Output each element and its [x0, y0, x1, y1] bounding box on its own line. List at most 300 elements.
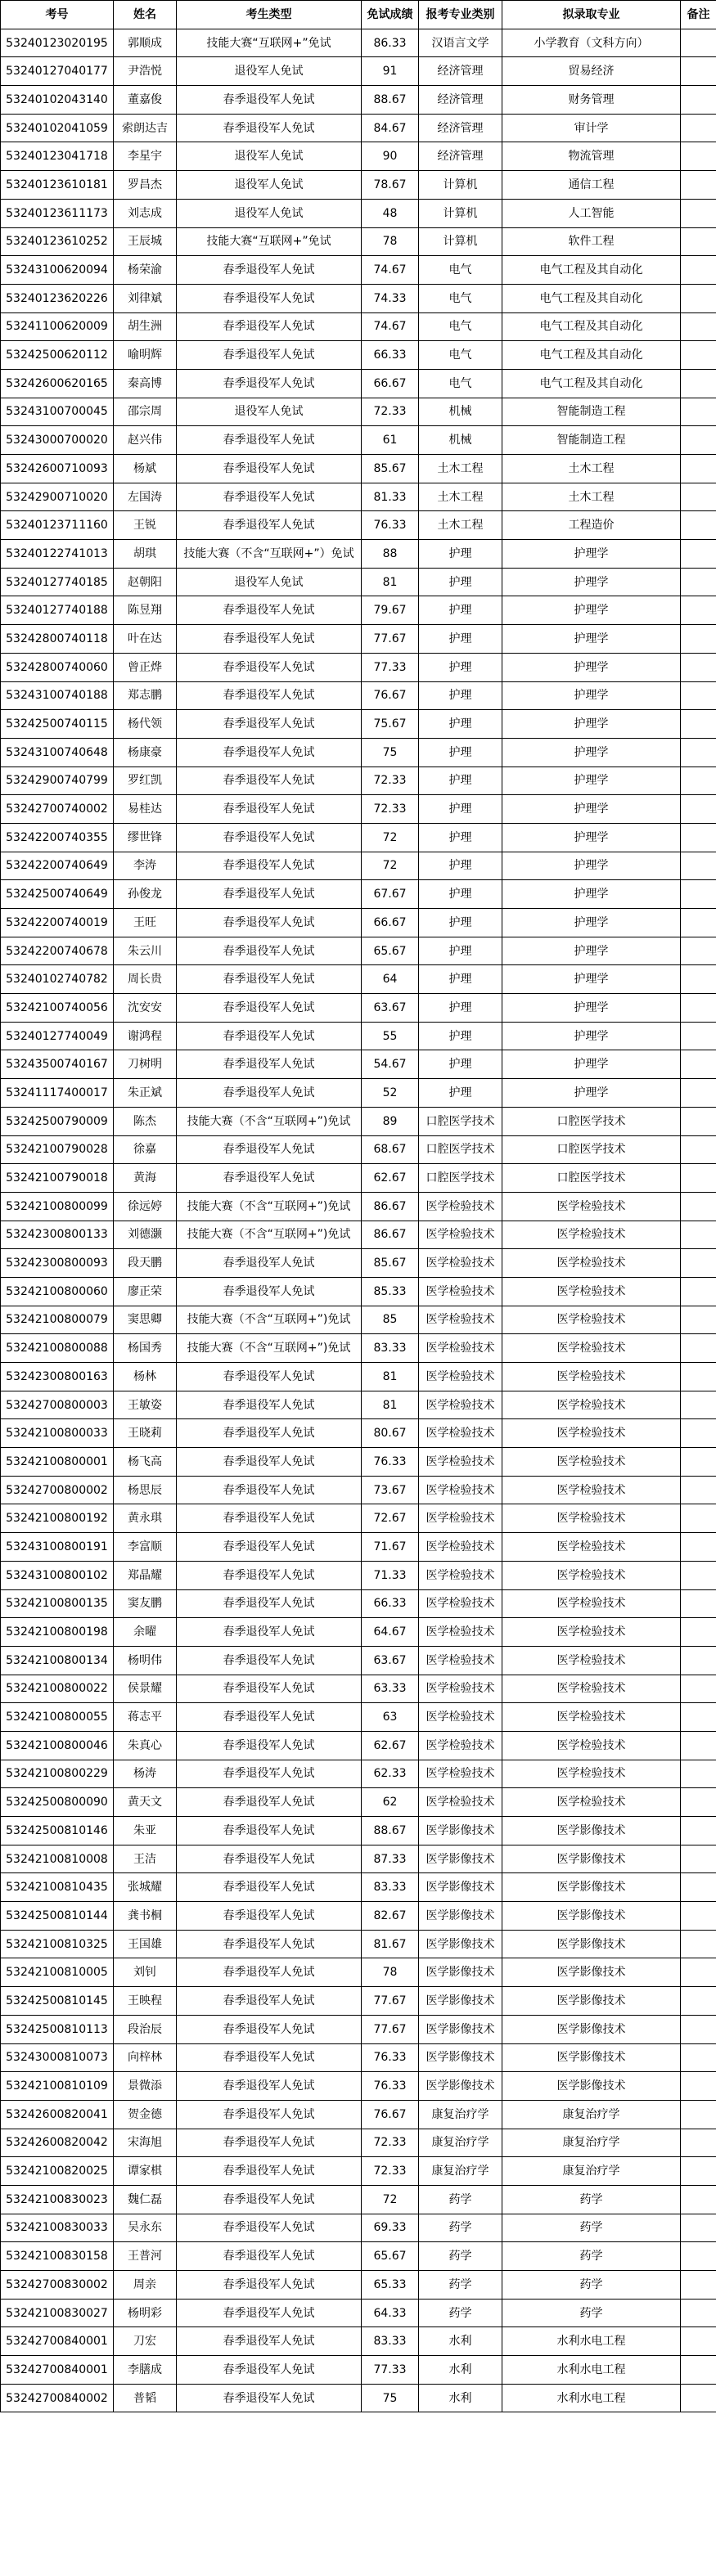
- cell-name: 吴永东: [114, 2214, 177, 2242]
- cell-candidate-type: 春季退役军人免试: [177, 483, 362, 511]
- table-row: [1, 1079, 716, 1108]
- cell-exam-id: 53240102740782: [1, 965, 114, 994]
- cell-major-category: 医学检验技术: [419, 1277, 502, 1306]
- cell-candidate-type: 春季退役军人免试: [177, 1533, 362, 1562]
- cell-exempt-score: 91: [362, 57, 419, 86]
- cell-major-category: 医学检验技术: [419, 1419, 502, 1448]
- cell-remarks: [681, 681, 716, 710]
- cell-remarks: [681, 852, 716, 880]
- cell-candidate-type: 退役军人免试: [177, 142, 362, 171]
- cell-major-category: 医学影像技术: [419, 1902, 502, 1931]
- cell-major-category: 经济管理: [419, 142, 502, 171]
- table-row: [1, 1845, 716, 1873]
- cell-candidate-type: 技能大赛（不含“互联网+”)免试: [177, 1221, 362, 1249]
- cell-candidate-type: 春季退役军人免试: [177, 909, 362, 937]
- cell-exam-id: 53242100830033: [1, 2214, 114, 2242]
- table-row: [1, 1703, 716, 1732]
- cell-candidate-type: 春季退役军人免试: [177, 114, 362, 142]
- cell-candidate-type: 春季退役军人免试: [177, 681, 362, 710]
- cell-major-category: 医学影像技术: [419, 1958, 502, 1987]
- cell-exam-id: 53242200740678: [1, 937, 114, 965]
- cell-exam-id: 53240123711160: [1, 511, 114, 540]
- cell-exempt-score: 82.67: [362, 1902, 419, 1931]
- cell-candidate-type: 技能大赛（不含“互联网+”)免试: [177, 1306, 362, 1334]
- cell-name: 谭家棋: [114, 2157, 177, 2186]
- cell-exam-id: 53242100800079: [1, 1306, 114, 1334]
- table-row: [1, 1135, 716, 1164]
- cell-candidate-type: 春季退役军人免试: [177, 823, 362, 852]
- cell-exempt-score: 72.33: [362, 795, 419, 824]
- cell-exempt-score: 87.33: [362, 1845, 419, 1873]
- cell-remarks: [681, 1419, 716, 1448]
- cell-exempt-score: 64: [362, 965, 419, 994]
- cell-remarks: [681, 653, 716, 681]
- cell-name: 邵宗周: [114, 398, 177, 426]
- cell-name: 缪世锋: [114, 823, 177, 852]
- cell-major-category: 医学检验技术: [419, 1589, 502, 1618]
- cell-major-category: 医学检验技术: [419, 1533, 502, 1562]
- cell-major-category: 护理: [419, 568, 502, 596]
- table-row: [1, 2157, 716, 2186]
- cell-candidate-type: 春季退役军人免试: [177, 1419, 362, 1448]
- cell-remarks: [681, 2072, 716, 2101]
- cell-admitted-major: 财务管理: [502, 86, 681, 115]
- cell-candidate-type: 春季退役军人免试: [177, 1958, 362, 1987]
- cell-exam-id: 53242700830002: [1, 2271, 114, 2300]
- table-row: [1, 1731, 716, 1760]
- header-candidate-type: 考生类型: [177, 1, 362, 29]
- cell-exam-id: 53242100800033: [1, 1419, 114, 1448]
- cell-exempt-score: 77.67: [362, 2015, 419, 2043]
- cell-admitted-major: 水利水电工程: [502, 2327, 681, 2356]
- cell-admitted-major: 土木工程: [502, 483, 681, 511]
- cell-major-category: 药学: [419, 2185, 502, 2214]
- cell-name: 窦思卿: [114, 1306, 177, 1334]
- cell-exempt-score: 72.33: [362, 2157, 419, 2186]
- cell-exempt-score: 66.67: [362, 369, 419, 398]
- cell-name: 蒋志平: [114, 1703, 177, 1732]
- cell-name: 左国涛: [114, 483, 177, 511]
- cell-admitted-major: 医学检验技术: [502, 1589, 681, 1618]
- cell-admitted-major: 审计学: [502, 114, 681, 142]
- cell-candidate-type: 春季退役军人免试: [177, 2271, 362, 2300]
- cell-remarks: [681, 1958, 716, 1987]
- cell-major-category: 护理: [419, 710, 502, 739]
- cell-major-category: 药学: [419, 2242, 502, 2271]
- cell-admitted-major: 医学检验技术: [502, 1419, 681, 1448]
- table-row: [1, 1873, 716, 1902]
- table-row: [1, 937, 716, 965]
- cell-candidate-type: 春季退役军人免试: [177, 1164, 362, 1193]
- cell-exam-id: 53243100740188: [1, 681, 114, 710]
- cell-remarks: [681, 29, 716, 57]
- cell-major-category: 电气: [419, 284, 502, 312]
- cell-admitted-major: 医学检验技术: [502, 1363, 681, 1391]
- cell-major-category: 护理: [419, 596, 502, 625]
- cell-remarks: [681, 795, 716, 824]
- cell-exam-id: 53242800740118: [1, 625, 114, 654]
- cell-exempt-score: 62.67: [362, 1731, 419, 1760]
- cell-candidate-type: 春季退役军人免试: [177, 1504, 362, 1533]
- cell-major-category: 医学检验技术: [419, 1731, 502, 1760]
- cell-admitted-major: 软件工程: [502, 227, 681, 256]
- cell-candidate-type: 春季退役军人免试: [177, 1987, 362, 2016]
- cell-name: 魏仁磊: [114, 2185, 177, 2214]
- cell-admitted-major: 口腔医学技术: [502, 1135, 681, 1164]
- cell-exam-id: 53242100810005: [1, 1958, 114, 1987]
- cell-admitted-major: 医学影像技术: [502, 1987, 681, 2016]
- cell-major-category: 汉语言文学: [419, 29, 502, 57]
- cell-candidate-type: 退役军人免试: [177, 398, 362, 426]
- cell-candidate-type: 春季退役军人免试: [177, 2242, 362, 2271]
- table-row: [1, 57, 716, 86]
- table-row: [1, 2299, 716, 2327]
- cell-major-category: 医学检验技术: [419, 1760, 502, 1788]
- cell-name: 廖正荣: [114, 1277, 177, 1306]
- cell-exempt-score: 72: [362, 823, 419, 852]
- cell-exam-id: 53242100800099: [1, 1192, 114, 1221]
- cell-exam-id: 53240127740049: [1, 1022, 114, 1050]
- cell-name: 郭顺成: [114, 29, 177, 57]
- cell-candidate-type: 春季退役军人免试: [177, 1731, 362, 1760]
- cell-name: 张城耀: [114, 1873, 177, 1902]
- cell-exempt-score: 88.67: [362, 86, 419, 115]
- cell-candidate-type: 春季退役军人免试: [177, 1902, 362, 1931]
- cell-exam-id: 53242100800229: [1, 1760, 114, 1788]
- cell-admitted-major: 智能制造工程: [502, 398, 681, 426]
- cell-remarks: [681, 1533, 716, 1562]
- cell-candidate-type: 春季退役军人免试: [177, 1448, 362, 1477]
- cell-exempt-score: 88.67: [362, 1817, 419, 1845]
- cell-candidate-type: 春季退役军人免试: [177, 1618, 362, 1647]
- table-row: [1, 710, 716, 739]
- cell-major-category: 康复治疗学: [419, 2129, 502, 2157]
- cell-candidate-type: 技能大赛（不含“互联网+”）免试: [177, 540, 362, 569]
- cell-exam-id: 53243000810073: [1, 2043, 114, 2072]
- cell-candidate-type: 春季退役军人免试: [177, 511, 362, 540]
- cell-major-category: 医学影像技术: [419, 1987, 502, 2016]
- cell-name: 郑晶耀: [114, 1561, 177, 1589]
- cell-exam-id: 53242100800046: [1, 1731, 114, 1760]
- cell-exempt-score: 79.67: [362, 596, 419, 625]
- cell-exempt-score: 48: [362, 199, 419, 227]
- table-row: [1, 1476, 716, 1504]
- cell-exempt-score: 83.33: [362, 1334, 419, 1363]
- cell-exam-id: 53242100800135: [1, 1589, 114, 1618]
- cell-exempt-score: 66.33: [362, 341, 419, 370]
- cell-name: 沈安安: [114, 994, 177, 1023]
- cell-name: 赵兴伟: [114, 426, 177, 455]
- table-row: [1, 1675, 716, 1703]
- cell-remarks: [681, 767, 716, 795]
- cell-candidate-type: 技能大赛（不含“互联网+”)免试: [177, 1334, 362, 1363]
- cell-name: 王旺: [114, 909, 177, 937]
- cell-candidate-type: 春季退役军人免试: [177, 2214, 362, 2242]
- cell-admitted-major: 医学影像技术: [502, 2043, 681, 2072]
- cell-exam-id: 53240123610181: [1, 171, 114, 200]
- cell-admitted-major: 护理学: [502, 1050, 681, 1079]
- cell-major-category: 医学影像技术: [419, 2015, 502, 2043]
- cell-candidate-type: 春季退役军人免试: [177, 710, 362, 739]
- cell-major-category: 医学检验技术: [419, 1788, 502, 1817]
- cell-candidate-type: 春季退役军人免试: [177, 852, 362, 880]
- cell-admitted-major: 康复治疗学: [502, 2129, 681, 2157]
- table-row: [1, 1277, 716, 1306]
- cell-exempt-score: 71.67: [362, 1533, 419, 1562]
- cell-exam-id: 53242500800090: [1, 1788, 114, 1817]
- cell-name: 杨飞高: [114, 1448, 177, 1477]
- cell-exam-id: 53242700800003: [1, 1391, 114, 1419]
- cell-exempt-score: 62.67: [362, 1164, 419, 1193]
- cell-remarks: [681, 312, 716, 341]
- cell-remarks: [681, 1135, 716, 1164]
- table-row: [1, 142, 716, 171]
- cell-exempt-score: 67.67: [362, 880, 419, 909]
- cell-remarks: [681, 823, 716, 852]
- cell-major-category: 电气: [419, 256, 502, 285]
- cell-name: 喻明辉: [114, 341, 177, 370]
- cell-major-category: 水利: [419, 2327, 502, 2356]
- table-row: [1, 2043, 716, 2072]
- cell-candidate-type: 春季退役军人免试: [177, 2043, 362, 2072]
- header-remarks: 备注: [681, 1, 716, 29]
- cell-exam-id: 53242200740355: [1, 823, 114, 852]
- header-major-category: 报考专业类别: [419, 1, 502, 29]
- cell-major-category: 水利: [419, 2356, 502, 2385]
- cell-candidate-type: 春季退役军人免试: [177, 2129, 362, 2157]
- cell-admitted-major: 医学影像技术: [502, 1930, 681, 1958]
- cell-exam-id: 5324012302019​5: [1, 29, 114, 57]
- cell-exempt-score: 61: [362, 426, 419, 455]
- cell-admitted-major: 人工智能: [502, 199, 681, 227]
- cell-name: 徐嘉: [114, 1135, 177, 1164]
- cell-admitted-major: 护理学: [502, 852, 681, 880]
- cell-admitted-major: 药学: [502, 2214, 681, 2242]
- cell-admitted-major: 医学影像技术: [502, 1873, 681, 1902]
- cell-major-category: 护理: [419, 795, 502, 824]
- table-row: [1, 1334, 716, 1363]
- cell-candidate-type: 春季退役军人免试: [177, 1022, 362, 1050]
- cell-admitted-major: 贸易经济: [502, 57, 681, 86]
- cell-name: 杨林: [114, 1363, 177, 1391]
- cell-admitted-major: 护理学: [502, 880, 681, 909]
- cell-name: 秦高博: [114, 369, 177, 398]
- cell-exempt-score: 76.67: [362, 2100, 419, 2129]
- cell-major-category: 医学检验技术: [419, 1391, 502, 1419]
- cell-candidate-type: 春季退役军人免试: [177, 1391, 362, 1419]
- cell-admitted-major: 小学教育（文科方向）: [502, 29, 681, 57]
- table-row: [1, 1022, 716, 1050]
- table-row: [1, 1050, 716, 1079]
- cell-exempt-score: 62: [362, 1788, 419, 1817]
- cell-exempt-score: 77.67: [362, 1987, 419, 2016]
- table-row: [1, 369, 716, 398]
- cell-name: 刀树明: [114, 1050, 177, 1079]
- cell-candidate-type: 技能大赛（不含“互联网+”)免试: [177, 1107, 362, 1135]
- cell-major-category: 电气: [419, 312, 502, 341]
- cell-remarks: [681, 341, 716, 370]
- cell-exempt-score: 72.67: [362, 1504, 419, 1533]
- cell-name: 刘志成: [114, 199, 177, 227]
- cell-remarks: [681, 596, 716, 625]
- cell-exempt-score: 52: [362, 1079, 419, 1108]
- cell-admitted-major: 医学影像技术: [502, 2072, 681, 2101]
- cell-exempt-score: 74.67: [362, 256, 419, 285]
- cell-exam-id: 53242100830027: [1, 2299, 114, 2327]
- cell-remarks: [681, 1845, 716, 1873]
- cell-exam-id: 53242500740649: [1, 880, 114, 909]
- cell-remarks: [681, 2299, 716, 2327]
- cell-name: 杨思辰: [114, 1476, 177, 1504]
- cell-exam-id: 53240123610252: [1, 227, 114, 256]
- cell-major-category: 医学检验技术: [419, 1703, 502, 1732]
- cell-exam-id: 53242900710020: [1, 483, 114, 511]
- cell-exam-id: 53242100810325: [1, 1930, 114, 1958]
- cell-name: 刘律斌: [114, 284, 177, 312]
- cell-exam-id: 53242100810109: [1, 2072, 114, 2101]
- cell-admitted-major: 护理学: [502, 937, 681, 965]
- cell-admitted-major: 水利水电工程: [502, 2384, 681, 2412]
- cell-remarks: [681, 1249, 716, 1278]
- cell-exempt-score: 75: [362, 738, 419, 767]
- cell-exempt-score: 90: [362, 142, 419, 171]
- cell-exam-id: 53242700840002: [1, 2384, 114, 2412]
- table-row: [1, 1164, 716, 1193]
- cell-name: 朱真心: [114, 1731, 177, 1760]
- cell-exempt-score: 72.33: [362, 2129, 419, 2157]
- cell-admitted-major: 护理学: [502, 540, 681, 569]
- cell-major-category: 护理: [419, 1022, 502, 1050]
- cell-exam-id: 53243000700020: [1, 426, 114, 455]
- cell-exempt-score: 76.67: [362, 681, 419, 710]
- cell-exam-id: 53242600820041: [1, 2100, 114, 2129]
- table-row: [1, 312, 716, 341]
- table-row: [1, 823, 716, 852]
- cell-remarks: [681, 1987, 716, 2016]
- table-row: [1, 227, 716, 256]
- cell-exam-id: 53243100800102: [1, 1561, 114, 1589]
- cell-admitted-major: 护理学: [502, 1022, 681, 1050]
- table-row: [1, 653, 716, 681]
- cell-major-category: 护理: [419, 738, 502, 767]
- cell-exam-id: 53242300800133: [1, 1221, 114, 1249]
- cell-name: 龚书桐: [114, 1902, 177, 1931]
- cell-admitted-major: 护理学: [502, 1079, 681, 1108]
- cell-remarks: [681, 1363, 716, 1391]
- cell-exam-id: 53242600620165: [1, 369, 114, 398]
- cell-candidate-type: 退役军人免试: [177, 199, 362, 227]
- cell-candidate-type: 春季退役军人免试: [177, 1476, 362, 1504]
- cell-exempt-score: 85: [362, 1306, 419, 1334]
- cell-exam-id: 53242300800093: [1, 1249, 114, 1278]
- cell-admitted-major: 医学检验技术: [502, 1504, 681, 1533]
- cell-exam-id: 53242100800192: [1, 1504, 114, 1533]
- cell-remarks: [681, 2242, 716, 2271]
- cell-candidate-type: 春季退役军人免试: [177, 455, 362, 483]
- cell-name: 周长贵: [114, 965, 177, 994]
- cell-exam-id: 53242100820025: [1, 2157, 114, 2186]
- cell-major-category: 护理: [419, 681, 502, 710]
- cell-remarks: [681, 369, 716, 398]
- cell-major-category: 口腔医学技术: [419, 1164, 502, 1193]
- cell-exempt-score: 85.67: [362, 455, 419, 483]
- cell-remarks: [681, 1618, 716, 1647]
- cell-name: 杨国秀: [114, 1334, 177, 1363]
- cell-admitted-major: 护理学: [502, 994, 681, 1023]
- cell-admitted-major: 医学检验技术: [502, 1760, 681, 1788]
- table-row: [1, 1930, 716, 1958]
- cell-exempt-score: 68.67: [362, 1135, 419, 1164]
- table-body: [1, 29, 716, 2412]
- cell-exempt-score: 72.33: [362, 767, 419, 795]
- cell-candidate-type: 春季退役军人免试: [177, 2185, 362, 2214]
- cell-candidate-type: 退役军人免试: [177, 568, 362, 596]
- table-row: [1, 398, 716, 426]
- cell-name: 段天鹏: [114, 1249, 177, 1278]
- header-exempt-score: 免试成绩: [362, 1, 419, 29]
- cell-name: 胡生洲: [114, 312, 177, 341]
- cell-name: 余曜: [114, 1618, 177, 1647]
- table-row: [1, 1419, 716, 1448]
- cell-exam-id: 53242100800060: [1, 1277, 114, 1306]
- cell-candidate-type: 春季退役军人免试: [177, 1873, 362, 1902]
- cell-name: 黄海: [114, 1164, 177, 1193]
- cell-major-category: 医学影像技术: [419, 1930, 502, 1958]
- cell-exam-id: 53242100800088: [1, 1334, 114, 1363]
- cell-candidate-type: 春季退役军人免试: [177, 1363, 362, 1391]
- cell-admitted-major: 医学检验技术: [502, 1675, 681, 1703]
- cell-admitted-major: 医学影像技术: [502, 1845, 681, 1873]
- cell-admitted-major: 医学检验技术: [502, 1249, 681, 1278]
- cell-exam-id: 53242800740060: [1, 653, 114, 681]
- table-row: [1, 1363, 716, 1391]
- cell-candidate-type: 春季退役军人免试: [177, 965, 362, 994]
- cell-major-category: 医学检验技术: [419, 1561, 502, 1589]
- cell-remarks: [681, 227, 716, 256]
- cell-exam-id: 53240127740188: [1, 596, 114, 625]
- table-row: [1, 483, 716, 511]
- cell-candidate-type: 春季退役军人免试: [177, 1817, 362, 1845]
- cell-name: 宋海旭: [114, 2129, 177, 2157]
- cell-remarks: [681, 937, 716, 965]
- cell-candidate-type: 技能大赛“互联网+”免试: [177, 227, 362, 256]
- cell-exempt-score: 81.33: [362, 483, 419, 511]
- table-row: [1, 596, 716, 625]
- cell-candidate-type: 春季退役军人免试: [177, 1079, 362, 1108]
- cell-exam-id: 53240102041059: [1, 114, 114, 142]
- cell-exempt-score: 76.33: [362, 2072, 419, 2101]
- cell-admitted-major: 医学检验技术: [502, 1306, 681, 1334]
- cell-exempt-score: 71.33: [362, 1561, 419, 1589]
- cell-major-category: 护理: [419, 540, 502, 569]
- cell-exempt-score: 63.33: [362, 1675, 419, 1703]
- cell-exempt-score: 80.67: [362, 1419, 419, 1448]
- cell-exam-id: 53242100800134: [1, 1646, 114, 1675]
- cell-remarks: [681, 171, 716, 200]
- cell-major-category: 机械: [419, 426, 502, 455]
- cell-candidate-type: 春季退役军人免试: [177, 653, 362, 681]
- cell-remarks: [681, 1930, 716, 1958]
- table-row: [1, 341, 716, 370]
- cell-major-category: 护理: [419, 909, 502, 937]
- cell-candidate-type: 春季退役军人免试: [177, 2299, 362, 2327]
- cell-name: 杨明彩: [114, 2299, 177, 2327]
- cell-exempt-score: 81: [362, 568, 419, 596]
- cell-remarks: [681, 1788, 716, 1817]
- cell-name: 窦友鹏: [114, 1589, 177, 1618]
- cell-major-category: 经济管理: [419, 114, 502, 142]
- cell-admitted-major: 护理学: [502, 710, 681, 739]
